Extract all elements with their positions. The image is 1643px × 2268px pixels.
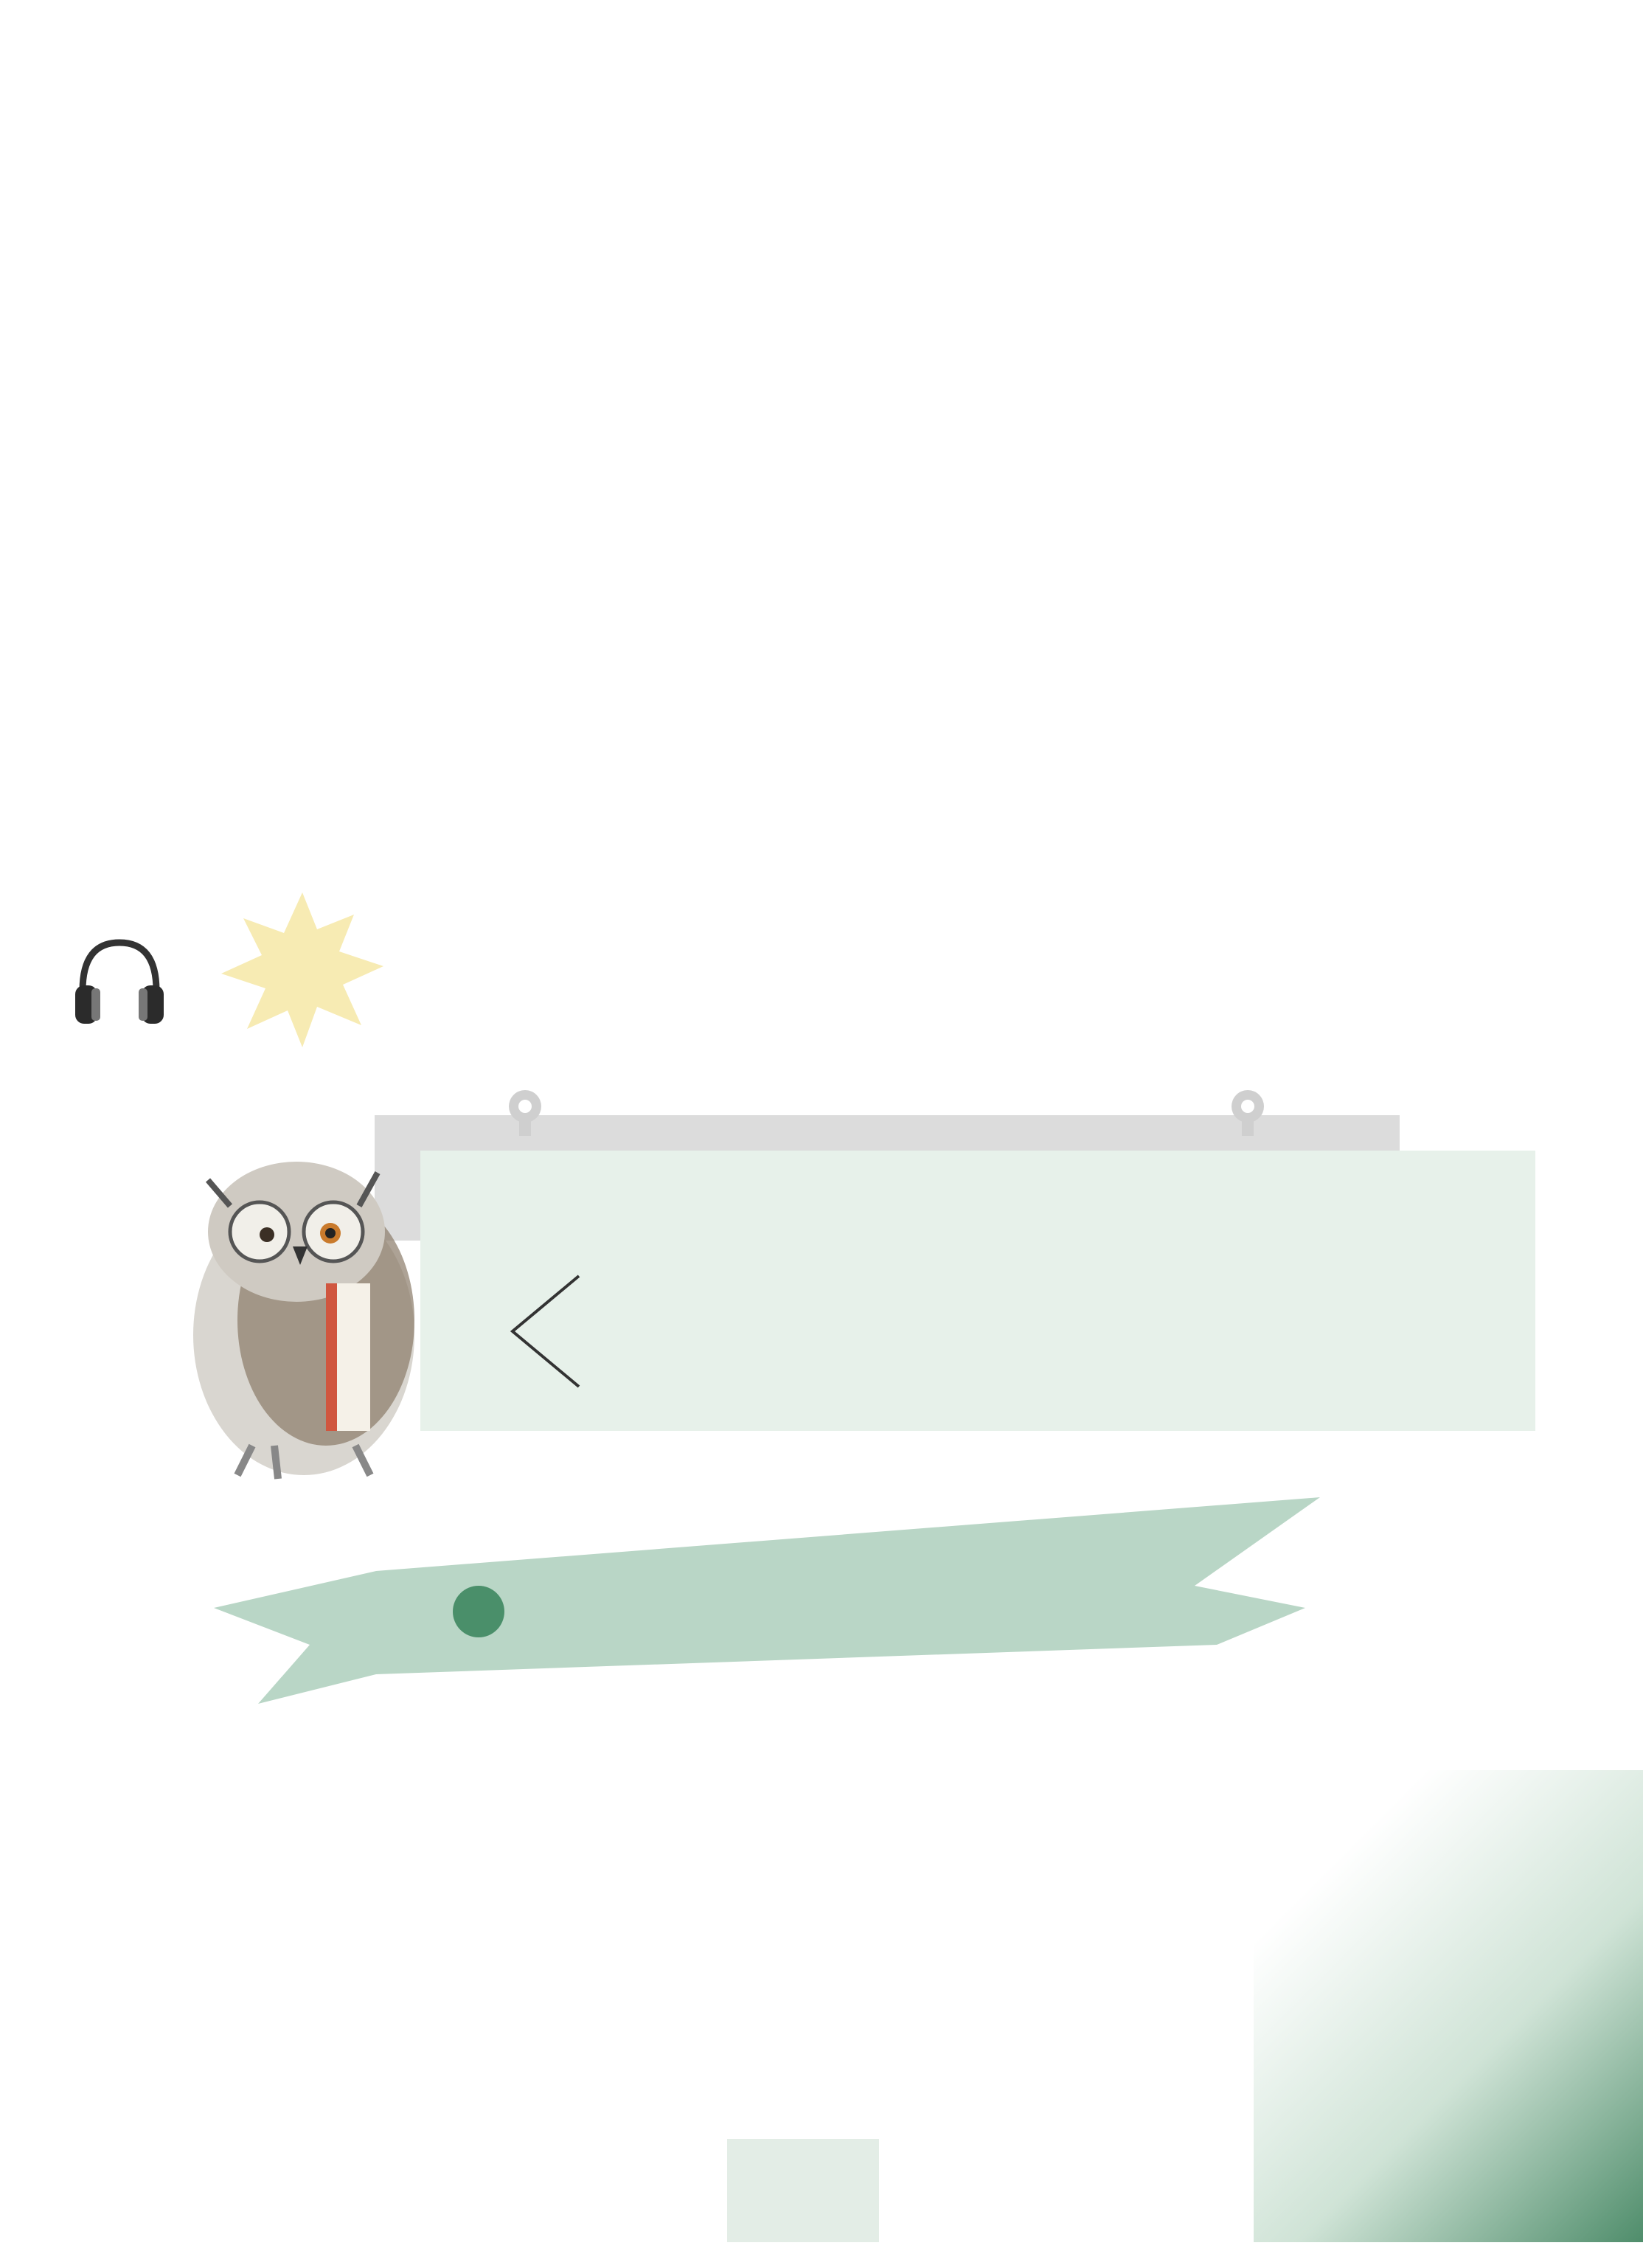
page-number [727, 2139, 879, 2242]
corner-decoration [1254, 1770, 1643, 2242]
homework-title [450, 1586, 507, 1644]
rule-row-w [577, 1246, 594, 1304]
branch-lines [509, 1269, 583, 1394]
dotted-border-top [0, 127, 1643, 164]
homework-banner [199, 1497, 1350, 1719]
rule-row-f [577, 1357, 591, 1415]
dotted-border-left [27, 22, 56, 2146]
board-hooks [496, 1084, 1277, 1136]
headphones-icon [68, 928, 171, 1031]
owl-illustration [156, 1136, 466, 1490]
splash-icon [214, 885, 391, 1055]
dialog-text [431, 198, 1537, 381]
smiley-icon [453, 1586, 504, 1637]
